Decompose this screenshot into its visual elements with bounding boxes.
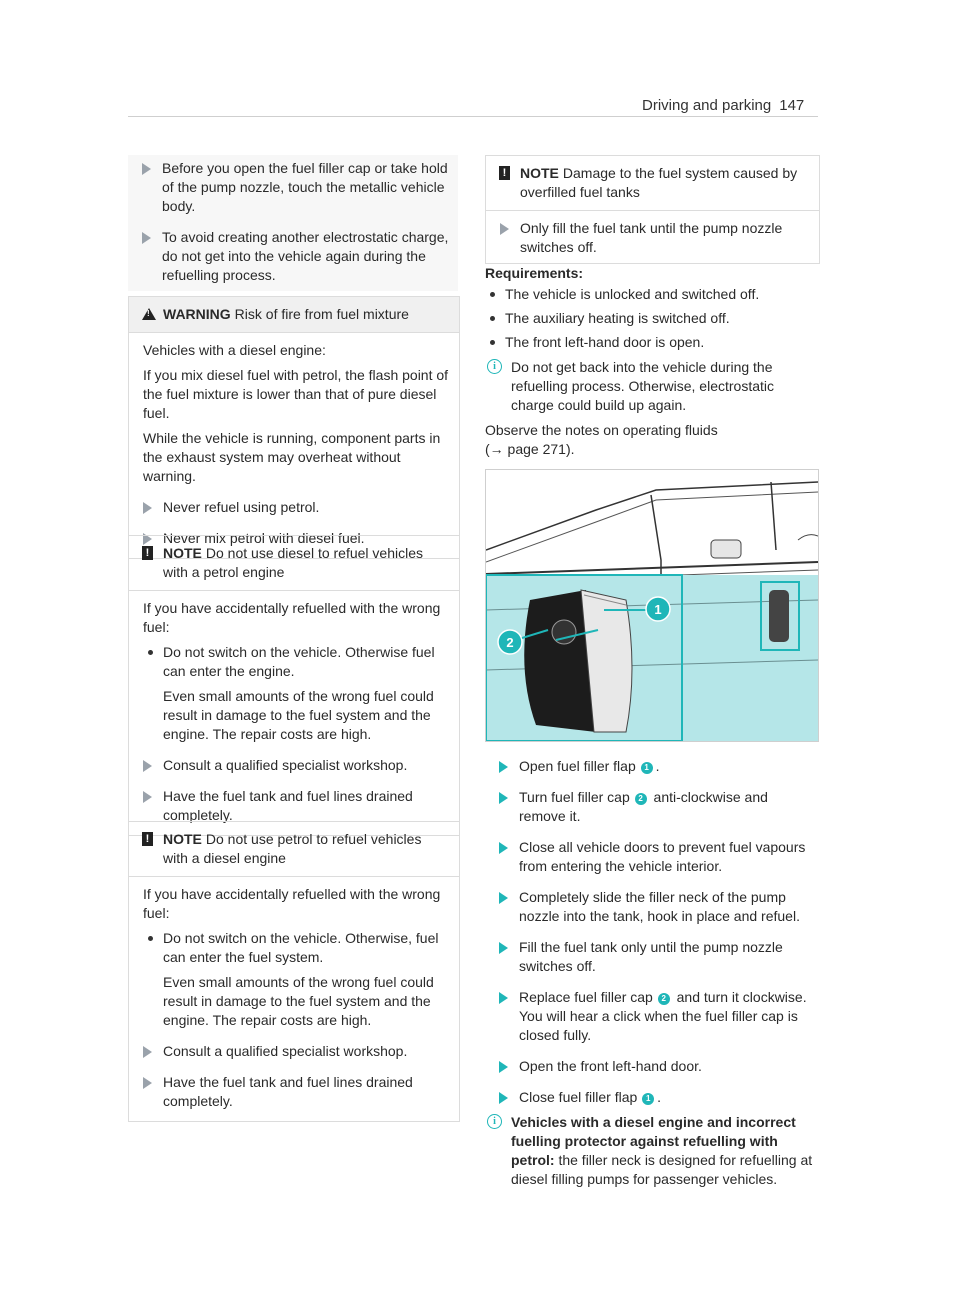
warning-step-2: Never mix petrol with diesel fuel. [129, 529, 449, 548]
step-fill-tank: Fill the fuel tank only until the pump nozzle switches off. [485, 938, 818, 976]
page-number: 147 [779, 97, 805, 114]
requirements-section: Requirements: The vehicle is unlocked and switched off. The auxiliary heating is switched off. The front left-hand door is open. i Do not get back into the vehicle during the refuelling process. Otherwise, electrostatic charge could build up again. Observe the notes on operating fluids (→ page 271). [485, 264, 818, 459]
callout-ref-1: 1 [642, 1093, 654, 1105]
step-close-doors: Close all vehicle doors to prevent fuel vapours from entering the vehicle interior. [485, 838, 818, 876]
step-arrow-icon [499, 842, 508, 854]
callout-2-label: 2 [506, 635, 514, 650]
callout-ref-1: 1 [641, 762, 653, 774]
step-open-flap: Open fuel filler flap 1 . [485, 757, 818, 776]
fuel-filler-illustration [485, 469, 819, 742]
list-item: The auxiliary heating is switched off. [485, 309, 818, 328]
observe-text: Observe the notes on operating fluids (→ page 271). [485, 422, 718, 457]
step-replace-cap: Replace fuel filler cap 2 and turn it clockwise. You will hear a click when the fuel filler cap is closed fully. [485, 988, 818, 1045]
step-touch-body: Before you open the fuel filler cap or take hold of the pump nozzle, touch the metallic vehicle body. [128, 159, 458, 216]
running-header [642, 96, 822, 115]
note-box-overfill [485, 155, 820, 264]
note-header: ! NOTE Do not use diesel to refuel vehicles with a petrol engine [129, 536, 459, 591]
note-body: If you have accidentally refuelled with the wrong fuel: Do not switch on the vehicle. Otherwise, fuel can enter the fuel system. Even small amounts of the wrong fuel could result in damage to the fuel system and the engine. The repair costs are high. Consult a qualified specialist workshop. Have the fuel tank and fuel lines drained completely. [129, 877, 459, 1121]
warning-header: ! WARNING Risk of fire from fuel mixture [129, 297, 459, 333]
note-header: ! NOTE Do not use petrol to refuel vehicles with a diesel engine [129, 822, 459, 877]
callout-ref-2: 2 [635, 793, 647, 805]
step-insert-nozzle: Completely slide the filler neck of the pump nozzle into the tank, hook in place and refuel. [485, 888, 818, 926]
info-icon: i [487, 359, 502, 374]
info-static-charge: i Do not get back into the vehicle during the refuelling process. Otherwise, electrostatic charge could build up again. [485, 358, 818, 415]
note-body [486, 211, 819, 263]
step-arrow-icon [499, 942, 508, 954]
step-arrow-icon [143, 791, 152, 803]
fuel-filler-drawing [486, 470, 818, 741]
note-body: If you have accidentally refuelled with the wrong fuel: Do not switch on the vehicle. Otherwise fuel can enter the engine. Even small amounts of the wrong fuel could result in damage to the fuel system and the engine. The repair costs are high. Consult a qualified specialist workshop. Have the fuel tank and fuel lines drained completely. [129, 591, 459, 835]
header-divider [128, 116, 818, 117]
list-item: The front left-hand door is open. [485, 333, 818, 352]
note-bullets [143, 643, 449, 744]
note-step-2: Have the fuel tank and fuel lines drained completely. [129, 787, 449, 825]
requirements-list [485, 285, 818, 352]
note-header: ! NOTE Damage to the fuel system caused by overfilled fuel tanks [486, 156, 819, 211]
step-no-reentry: To avoid creating another electrostatic charge, do not get into the vehicle again during the refuelling process. [128, 228, 458, 285]
note-exclamation-icon: ! [499, 166, 510, 180]
refuel-steps [485, 757, 818, 1195]
callout-1-label: 1 [654, 602, 662, 617]
note-box-petrol-in-diesel [128, 821, 460, 1122]
step-close-flap: Close fuel filler flap 1 . [485, 1088, 818, 1107]
list-item: Do not switch on the vehicle. Otherwise fuel can enter the engine. Even small amounts of the wrong fuel could result in damage to the fuel system and the engine. The repair costs are high. [143, 643, 449, 744]
step-arrow-icon [142, 232, 151, 244]
top-steps-box [128, 155, 458, 291]
note-step-1: Consult a qualified specialist workshop. [129, 756, 449, 775]
step-arrow-icon [499, 992, 508, 1004]
step-remove-cap: Turn fuel filler cap 2 anti-clockwise and remove it. [485, 788, 818, 826]
step-arrow-icon [499, 1061, 508, 1073]
note-box-diesel-in-petrol [128, 535, 460, 836]
note-step-2: Have the fuel tank and fuel lines drained completely. [129, 1073, 449, 1111]
warning-step-1: Never refuel using petrol. [129, 498, 449, 517]
note-exclamation-icon: ! [142, 832, 153, 846]
step-arrow-icon [499, 892, 508, 904]
note-exclamation-icon: ! [142, 546, 153, 560]
step-open-door: Open the front left-hand door. [485, 1057, 818, 1076]
note-step-1: Consult a qualified specialist workshop. [129, 1042, 449, 1061]
note-step: Only fill the fuel tank until the pump nozzle switches off. [486, 219, 809, 257]
step-arrow-icon [143, 760, 152, 772]
warning-body: Vehicles with a diesel engine: If you mix diesel fuel with petrol, the flash point of the fuel mixture is lower than that of pure diesel fuel. While the vehicle is running, component parts in the exhaust system may overheat without warning. Never refuel using petrol. Never mix petrol with diesel fuel. [129, 333, 459, 558]
warning-triangle-icon [142, 308, 156, 320]
info-icon: i [487, 1114, 502, 1129]
step-arrow-icon [500, 223, 509, 235]
callout-ref-2: 2 [658, 993, 670, 1005]
step-arrow-icon [143, 502, 152, 514]
section-title: Driving and parking [642, 97, 772, 114]
step-arrow-icon [499, 1092, 508, 1104]
note-bullets [143, 929, 449, 1030]
warning-box [128, 296, 460, 559]
step-arrow-icon [142, 163, 151, 175]
info-incorrect-fuelling-protector: i Vehicles with a diesel engine and incorrect fuelling protector against refuelling with petrol: the filler neck is designed for refuelling at diesel filling pumps for passenger vehicles. [485, 1113, 818, 1189]
step-arrow-icon [499, 792, 508, 804]
step-arrow-icon [499, 761, 508, 773]
list-item: Do not switch on the vehicle. Otherwise, fuel can enter the fuel system. Even small amounts of the wrong fuel could result in damage to the fuel system and the engine. The repair costs are high. [143, 929, 449, 1030]
step-arrow-icon [143, 1046, 152, 1058]
step-arrow-icon [143, 1077, 152, 1089]
list-item: The vehicle is unlocked and switched off. [485, 285, 818, 304]
